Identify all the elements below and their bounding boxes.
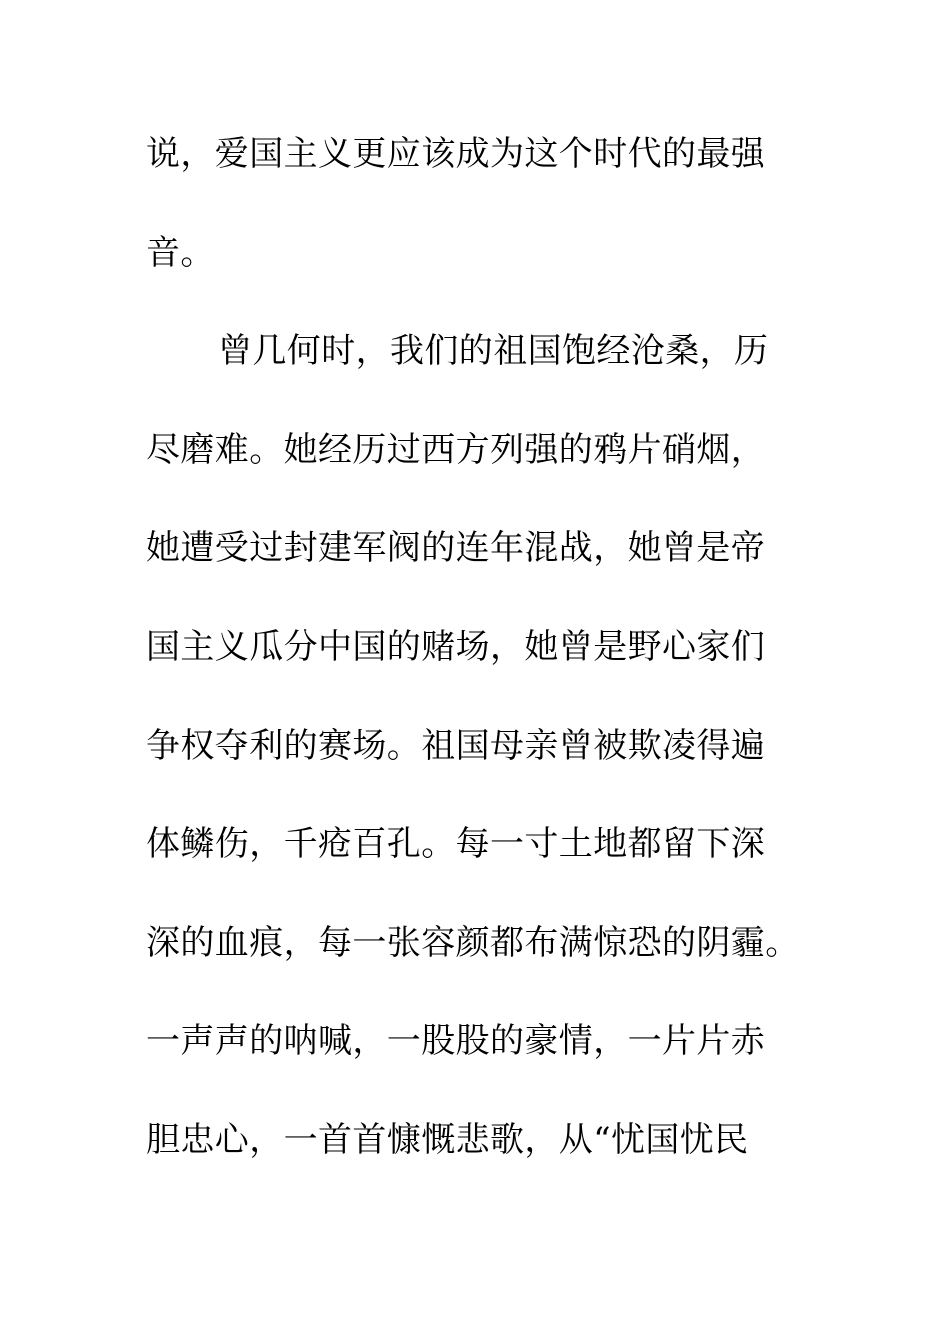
text-line: 深的血痕，每一张容颜都布满惊恐的阴霾。: [146, 922, 800, 963]
text-line: 体鳞伤，千疮百孔。每一寸土地都留下深: [146, 824, 766, 865]
body-text: [146, 128, 826, 1213]
text-line: 争权夺利的赛场。祖国母亲曾被欺凌得遍: [146, 725, 766, 766]
text-line: 音。: [146, 232, 215, 273]
paragraph-start-line: 曾几何时，我们的祖国饱经沧桑，历: [218, 331, 769, 372]
text-line: 胆忠心，一首首慷慨悲歌，从“忧国忧民: [146, 1119, 749, 1160]
text-line: 尽磨难。她经历过西方列强的鸦片硝烟，: [146, 429, 766, 470]
text-line: 一声声的呐喊，一股股的豪情，一片片赤: [146, 1021, 766, 1062]
text-line: 说，爱国主义更应该成为这个时代的最强: [146, 134, 766, 174]
text-line: 她遭受过封建军阀的连年混战，她曾是帝: [146, 528, 766, 569]
text-line: 国主义瓜分中国的赌场，她曾是野心家们: [146, 626, 766, 667]
